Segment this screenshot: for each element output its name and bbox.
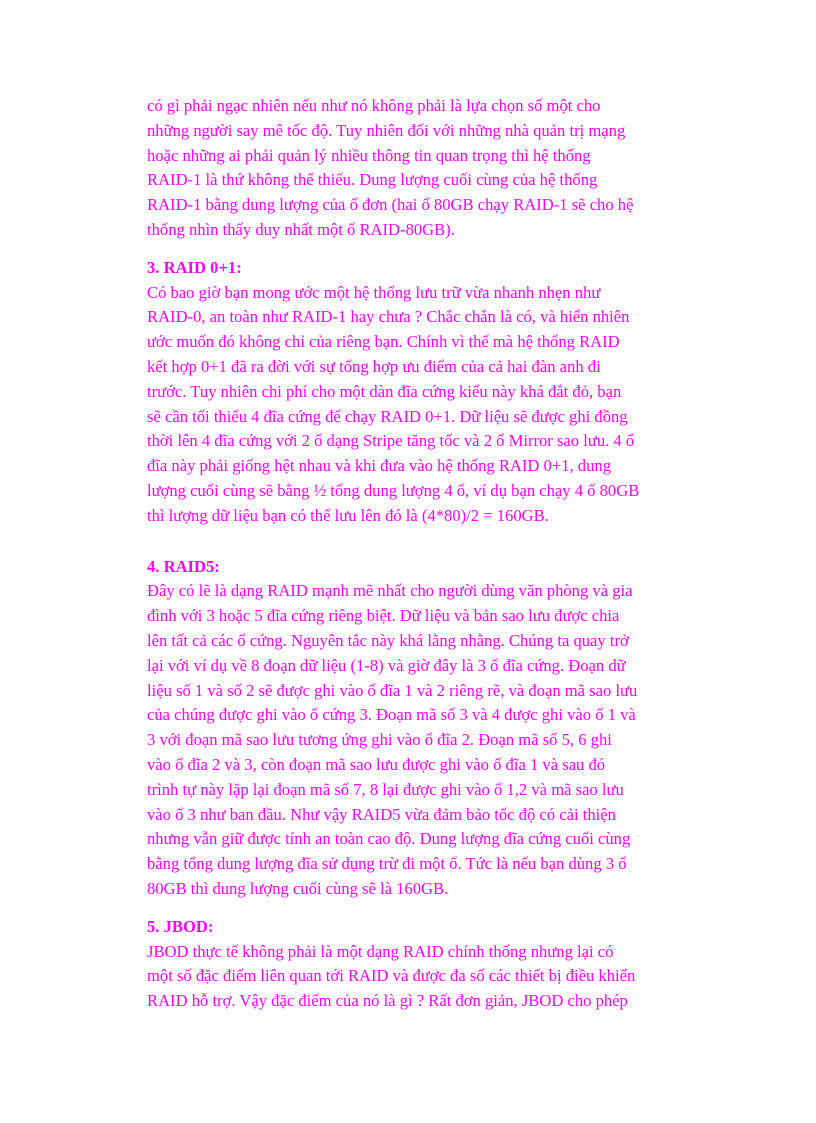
paragraph-spacer <box>147 902 682 915</box>
text-line: đĩa này phải giống hệt nhau và khi đưa vào hệ thống RAID 0+1, dung <box>147 456 611 476</box>
text-line: thống nhìn thấy duy nhất một ổ RAID-80GB). <box>147 219 455 239</box>
section-raid-0-1 <box>147 256 682 529</box>
text-line: lượng cuối cùng sẽ bằng ½ tổng dung lượng 4 ổ, ví dụ bạn chạy 4 ổ 80GB <box>147 480 640 500</box>
section-heading: 3. RAID 0+1: <box>147 257 242 277</box>
text-line: thời lên 4 đĩa cứng với 2 ổ dạng Stripe tăng tốc và 2 ổ Mirror sao lưu. 4 ổ <box>147 431 635 451</box>
text-line: trình tự này lặp lại đoạn mã số 7, 8 lại được ghi vào ổ 1,2 và mã sao lưu <box>147 779 624 799</box>
text-line: RAID-0, an toàn như RAID-1 hay chưa ? Chắc chắn là có, và hiển nhiên <box>147 307 630 327</box>
text-line: liệu số 1 và số 2 sẽ được ghi vào ổ đĩa 1 và 2 riêng rẽ, và đoạn mã sao lưu <box>147 680 638 700</box>
text-line: RAID-1 là thứ không thể thiếu. Dung lượng cuối cùng của hệ thống <box>147 170 598 190</box>
text-line: của chúng được ghi vào ổ cứng 3. Đoạn mã số 3 và 4 được ghi vào ổ 1 và <box>147 705 636 725</box>
section-heading: 4. RAID5: <box>147 556 220 576</box>
text-line: vào ổ đĩa 2 và 3, còn đoạn mã sao lưu được ghi vào ổ đĩa 1 và sau đó <box>147 754 606 774</box>
paragraph-spacer <box>147 243 682 256</box>
text-line: trước. Tuy nhiên chi phí cho một dàn đĩa cứng kiểu này khá đắt đỏ, bạn <box>147 381 622 401</box>
text-line: lên tất cả các ổ cứng. Nguyên tắc này khá lằng nhằng. Chúng ta quay trở <box>147 630 629 650</box>
text-line: 3 với đoạn mã sao lưu tương ứng ghi vào ổ đĩa 2. Đoạn mã số 5, 6 ghi <box>147 730 612 750</box>
text-line: RAID-1 bằng dung lượng của ổ đơn (hai ổ 80GB chạy RAID-1 sẽ cho hệ <box>147 195 634 215</box>
text-line: một số đặc điểm liên quan tới RAID và được đa số các thiết bị điều khiển <box>147 966 636 986</box>
document-page <box>147 94 682 1014</box>
section-raid-5 <box>147 555 682 902</box>
text-line: bằng tổng dung lượng đĩa sử dụng trừ đi một ổ. Tức là nếu bạn dùng 3 ổ <box>147 854 627 874</box>
text-line: có gì phải ngạc nhiên nếu như nó không phải là lựa chọn số một cho <box>147 96 601 115</box>
text-line: vào ổ 3 như ban đầu. Như vậy RAID5 vừa đảm bảo tốc độ có cải thiện <box>147 804 616 824</box>
section-heading: 5. JBOD: <box>147 916 214 936</box>
text-line: nhưng vẫn giữ được tính an toàn cao độ. Dung lượng đĩa cứng cuối cùng <box>147 829 631 849</box>
text-line: những người say mê tốc độ. Tuy nhiên đối với những nhà quản trị mạng <box>147 120 626 140</box>
text-line: thì lượng dữ liệu bạn có thể lưu lên đó là (4*80)/2 = 160GB. <box>147 505 549 525</box>
text-line: 80GB thì dung lượng cuối cùng sẽ là 160GB. <box>147 878 449 898</box>
text-line: sẽ cần tối thiểu 4 đĩa cứng để chạy RAID 0+1. Dữ liệu sẽ được ghi đồng <box>147 406 628 426</box>
text-line: JBOD thực tế không phải là một dạng RAID chính thống nhưng lại có <box>147 941 614 961</box>
text-line: hoặc những ai phải quản lý nhiều thông tin quan trọng thì hệ thống <box>147 145 591 165</box>
text-line: Đây có lẽ là dạng RAID mạnh mẽ nhất cho người dùng văn phòng và gia <box>147 581 633 601</box>
text-line: Có bao giờ bạn mong ước một hệ thống lưu trữ vừa nhanh nhẹn như <box>147 282 601 302</box>
section-jbod <box>147 915 682 1014</box>
paragraph-spacer <box>147 529 682 555</box>
intro-paragraph <box>147 94 682 243</box>
text-line: lại với ví dụ về 8 đoạn dữ liệu (1-8) và giờ đây là 3 ổ đĩa cứng. Đoạn dữ <box>147 655 626 675</box>
text-line: đình với 3 hoặc 5 đĩa cứng riêng biệt. Dữ liệu và bản sao lưu được chia <box>147 606 620 626</box>
text-line: kết hợp 0+1 đã ra đời với sự tổng hợp ưu điểm của cả hai đàn anh đi <box>147 356 601 376</box>
text-line: RAID hỗ trợ. Vậy đặc điểm của nó là gì ? Rất đơn giản, JBOD cho phép <box>147 991 628 1011</box>
text-line: ước muốn đó không chỉ của riêng bạn. Chính vì thế mà hệ thống RAID <box>147 332 620 352</box>
